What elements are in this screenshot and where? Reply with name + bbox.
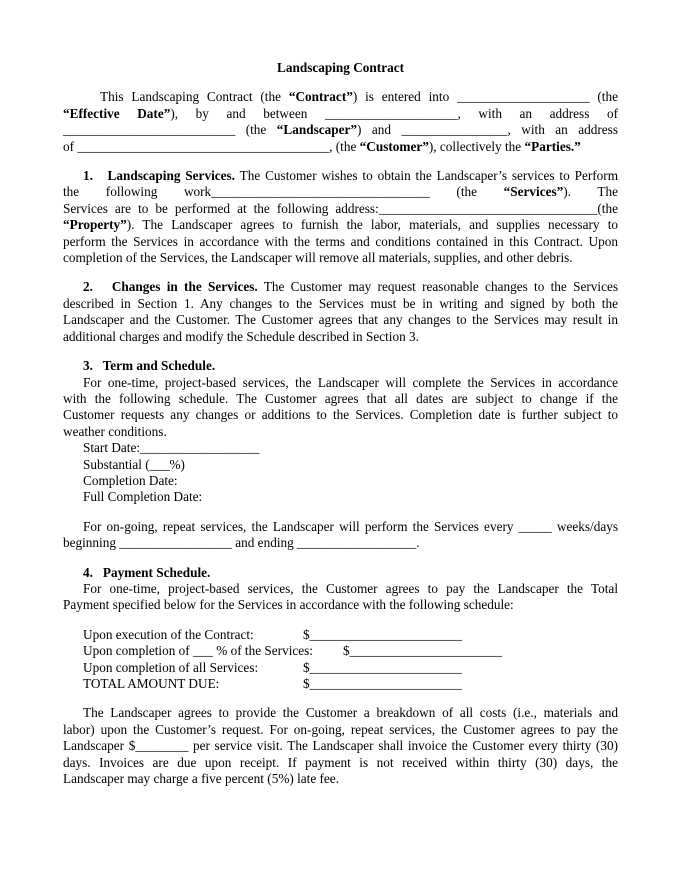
text-run: described in Section 1. Any changes to the Services must be in writing and signed by both the — [63, 295, 618, 311]
payment-amount-blank: $_______________________ — [303, 659, 462, 675]
text-run: , with an address — [507, 122, 618, 138]
text-line — [63, 565, 618, 581]
text-run: completion of the Services, the Landscaper will remove all materials, supplies, and other debris. — [63, 250, 573, 266]
text-run: Services are to be performed at the following address: — [63, 200, 379, 216]
text-line — [63, 705, 618, 721]
text-run: The Customer wishes to obtain the Landscaper’s services to Perform — [234, 168, 619, 184]
text-line — [63, 279, 618, 295]
text-line — [63, 581, 618, 597]
bold-text-run: “Customer” — [359, 138, 429, 154]
bold-text-run: 4. Payment Schedule. — [83, 564, 211, 580]
text-line — [63, 89, 618, 105]
blank-line — [63, 692, 618, 705]
text-run: , (the — [329, 138, 360, 154]
payment-amount-blank: $_______________________ — [303, 676, 462, 691]
section-4-payment-schedule-heading — [63, 565, 618, 581]
text-run: (the — [235, 122, 277, 138]
text-run: ), collectively the — [428, 138, 525, 154]
text-line — [63, 473, 618, 489]
text-run: ). The — [563, 184, 618, 200]
payment-row — [63, 660, 618, 676]
section-1-landscaping-services — [63, 168, 618, 266]
text-line — [63, 217, 618, 233]
closing-paragraph — [63, 705, 618, 787]
text-run: ____________________ — [324, 105, 458, 121]
text-run: (the — [597, 200, 618, 216]
payment-row — [63, 627, 618, 643]
text-line — [63, 234, 618, 250]
text-run: _________________________________ — [211, 184, 430, 200]
text-line — [63, 738, 618, 754]
text-line — [63, 201, 618, 217]
ongoing-services-paragraph — [63, 519, 618, 552]
text-line — [63, 122, 618, 138]
text-line — [63, 106, 618, 122]
text-run: Full Completion Date: — [83, 489, 203, 505]
text-line — [63, 139, 618, 155]
section-4-paragraph — [63, 581, 618, 614]
text-run: For one-time, project-based services, the Customer agrees to pay the Landscaper the Total — [83, 580, 618, 596]
blank-line — [63, 345, 618, 358]
payment-amount-blank: $_______________________ — [303, 626, 462, 642]
payment-row — [63, 643, 618, 659]
text-run: Landscaper may charge a five percent (5%) late fee. — [63, 771, 340, 787]
text-run: ____________________ — [457, 89, 590, 105]
text-run: Landscaper and the Customer. The Customer agrees that any changes to the Services may result in — [63, 312, 618, 328]
text-run: The Customer may request reasonable changes to the Services — [257, 279, 618, 295]
text-run: Start Date: — [83, 440, 141, 456]
text-run: Payment specified below for the Services in accordance with the following schedule: — [63, 597, 514, 613]
text-line — [63, 755, 618, 771]
text-run: weather conditions. — [63, 423, 167, 439]
text-run: Completion Date: — [83, 472, 178, 488]
text-run: the following work — [63, 184, 212, 200]
text-run: days. Invoices are due upon receipt. If payment is not received within thirty (30) days, the — [63, 754, 618, 770]
text-run: For on-going, repeat services, the Landscaper will perform the Services every _____ weeks/days — [83, 518, 618, 534]
text-run: _________________________________ — [378, 200, 598, 216]
text-run: For one-time, project-based services, the Landscaper will complete the Services in accordance — [83, 374, 618, 390]
bold-text-run: “Parties.” — [524, 138, 581, 154]
section-3-paragraph — [63, 375, 618, 441]
text-run: beginning _________________ and ending __________________. — [63, 535, 420, 551]
payment-row-label: Upon completion of ___ % of the Services: — [83, 643, 313, 659]
text-line — [63, 375, 618, 391]
text-run: Landscaper $________ per service visit. The Landscaper shall invoice the Customer every thirty (30) — [63, 738, 618, 754]
text-run: ), by and between — [170, 105, 325, 121]
text-run: labor) upon the Customer’s request. For on-going, repeat services, the Customer agrees to pay the — [63, 721, 618, 737]
bold-text-run: 1. Landscaping Services. — [83, 168, 235, 184]
payment-table — [63, 627, 618, 693]
text-run: additional charges and modify the Schedule described in Section 3. — [63, 328, 419, 344]
payment-row-label: TOTAL AMOUNT DUE: — [83, 676, 220, 691]
text-line — [63, 597, 618, 613]
bold-text-run: “Contract” — [288, 89, 353, 105]
text-line — [63, 722, 618, 738]
text-run: of — [63, 138, 78, 154]
text-run: Substantial (___%) — [83, 456, 185, 472]
text-run: ) and — [357, 122, 402, 138]
text-run: This Landscaping Contract (the — [100, 89, 289, 105]
text-run: with the following schedule. The Customer agrees that all dates are subject to change if the — [63, 390, 618, 406]
bold-text-run: “Effective Date” — [63, 105, 171, 121]
text-run: ______________________________________ — [77, 138, 330, 154]
text-line — [63, 457, 618, 473]
text-run: ). The Landscaper agrees to furnish the labor, materials, and supplies necessary to — [126, 217, 618, 233]
text-line — [63, 358, 618, 374]
text-line — [63, 296, 618, 312]
text-line — [63, 519, 618, 535]
text-line — [63, 329, 618, 345]
text-run: The Landscaper agrees to provide the Customer a breakdown of all costs (i.e., materials and — [83, 705, 618, 721]
text-run: (the — [589, 89, 618, 105]
text-line — [63, 407, 618, 423]
blank-line — [63, 552, 618, 565]
text-line — [63, 424, 618, 440]
text-line — [63, 771, 618, 787]
text-line — [63, 312, 618, 328]
text-run: perform the Services in accordance with the terms and conditions contained in this Contract. Upon — [63, 233, 618, 249]
payment-row — [63, 676, 618, 692]
blank-line — [63, 614, 618, 627]
payment-row-label: Upon completion of all Services: — [83, 659, 259, 675]
text-run: __________________________ — [63, 122, 236, 138]
text-run: (the — [429, 184, 504, 200]
payment-row-label: Upon execution of the Contract: — [83, 626, 254, 642]
intro-paragraph — [63, 89, 618, 155]
text-run: ________________ — [401, 122, 508, 138]
text-line — [63, 489, 618, 505]
text-line — [63, 250, 618, 266]
bold-text-run: 2. Changes in the Services. — [83, 279, 258, 295]
bold-text-run: “Property” — [63, 217, 127, 233]
blank-line — [63, 155, 618, 168]
text-line — [63, 168, 618, 184]
text-line — [63, 535, 618, 551]
document-title: Landscaping Contract — [277, 60, 404, 75]
text-line — [63, 440, 618, 456]
section-3-schedule-fields — [63, 440, 618, 506]
blank-line — [63, 266, 618, 279]
section-2-changes-in-services — [63, 279, 618, 345]
text-run: ) is entered into — [352, 89, 458, 105]
text-line — [63, 391, 618, 407]
text-run: Customer requests any changes or additions to the Services. Completion date is further subject to — [63, 407, 618, 423]
bold-text-run: 3. Term and Schedule. — [83, 358, 216, 374]
section-3-term-schedule-heading — [63, 358, 618, 374]
payment-amount-blank: $_______________________ — [343, 643, 502, 659]
bold-text-run: “Landscaper” — [276, 122, 358, 138]
blank-line — [63, 506, 618, 519]
blank-line — [63, 76, 618, 89]
bold-text-run: “Services” — [503, 184, 564, 200]
text-run: __________________ — [140, 440, 260, 456]
text-line — [63, 184, 618, 200]
text-run: , with an address of — [457, 105, 619, 121]
